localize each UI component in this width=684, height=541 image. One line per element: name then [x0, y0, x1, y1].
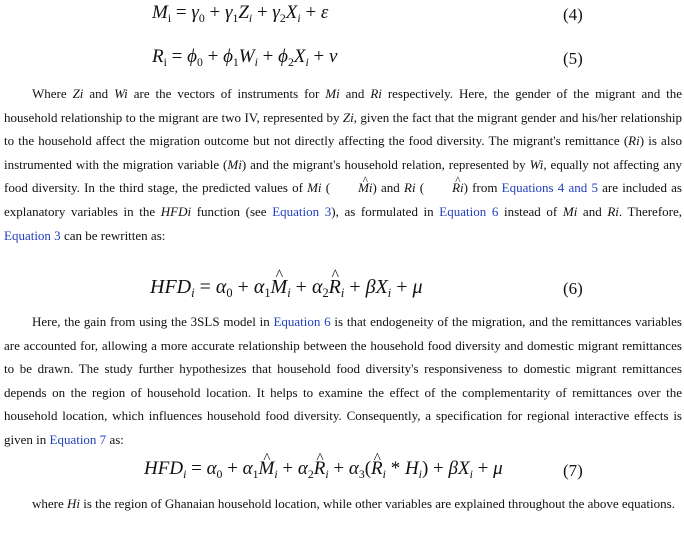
equation-4-number: (4) — [563, 5, 583, 24]
link-equation-6-3sls[interactable]: Equation 6 — [273, 314, 331, 329]
equation-5-formula: $R_i = \phi_0 + \phi_1W_i + \phi_2X_i + \nu$ — [152, 46, 338, 69]
equation-4 — [0, 0, 684, 30]
paragraph-3sls: Here, the gain from using the 3SLS model in Equation 6 is that endogeneity of the migration, and the remittances variables are accounted for, allowing a more accurate relationship between the household food diversity and domestic migrant remittances to be drawn. The study further hypothesizes that household food diversity's responsiveness to domestic migrant remittances depends on the region of household location. It helps to examine the effect of the complementarity of remittances over the household location, which influences household food diversity. Consequently, a specification for regional interactive effects is given in Equation 7 as: — [4, 314, 682, 447]
link-equation-3-rewrite[interactable]: Equation 3 — [4, 227, 61, 243]
equation-7 — [0, 456, 684, 486]
r-hat-symbol: ^ Ri — [424, 176, 464, 200]
equation-6 — [0, 274, 684, 304]
link-equations-4-and-5[interactable]: Equations 4 and 5 — [501, 180, 598, 196]
equation-6-number: (6) — [563, 279, 583, 298]
equation-5-number: (5) — [563, 49, 583, 68]
equation-6-formula: $HFD_i = \alpha_0$ + $\alpha_1\^{}$ $M_i$ + $\alpha_2\^{}$ $R_i + \beta X_i + \mu$ — [150, 276, 423, 299]
equation-5 — [0, 44, 684, 74]
m-hat-symbol: ^ Mi — [330, 176, 372, 200]
paragraph-region: where Hi is the region of Ghanaian household location, while other variables are explained throughout the above equations. — [32, 496, 675, 511]
equation-4-formula: $M_i = \gamma_0 + \gamma_1Z_i + \gamma_2X_i + \varepsilon$ — [152, 2, 329, 25]
link-equation-3[interactable]: Equation 3 — [272, 203, 332, 219]
link-equation-6[interactable]: Equation 6 — [439, 203, 499, 219]
link-equation-7[interactable]: Equation 7 — [49, 431, 107, 447]
equation-7-formula: $HFD_i = \alpha_0$ + $\alpha_1\^{}$ $M_i$ + $\alpha_2\^{}$ $R_i$ + $\alpha_3(\^{}$ $R_i * H_i) + \beta X_i + \mu$ — [144, 458, 503, 480]
paragraph-instruments: Where Zi and Wi are the vectors of instruments for Mi and Ri respectively. Here, the gender of the migrant and the household relationship to the migrant are two IV, represented by Zi, given the fact that the migrant gender and his/her relationship to the household affect the migration outcome but not directly affecting the food diversity. The migrant's remittance (Ri) is also instrumented with the migration variable (Mi) and the migrant's household relation, represented by Wi, equally not affecting any food diversity. In the third stage, the predicted values of Mi (^ Mi) and Ri (^ Ri) from Equations 4 and 5 are included as explanatory variables in the HFDi function (see Equation 3), as formulated in Equation 6 instead of Mi and Ri. Therefore, Equation 3 can be rewritten as: — [4, 82, 682, 247]
equation-7-number: (7) — [563, 461, 583, 480]
